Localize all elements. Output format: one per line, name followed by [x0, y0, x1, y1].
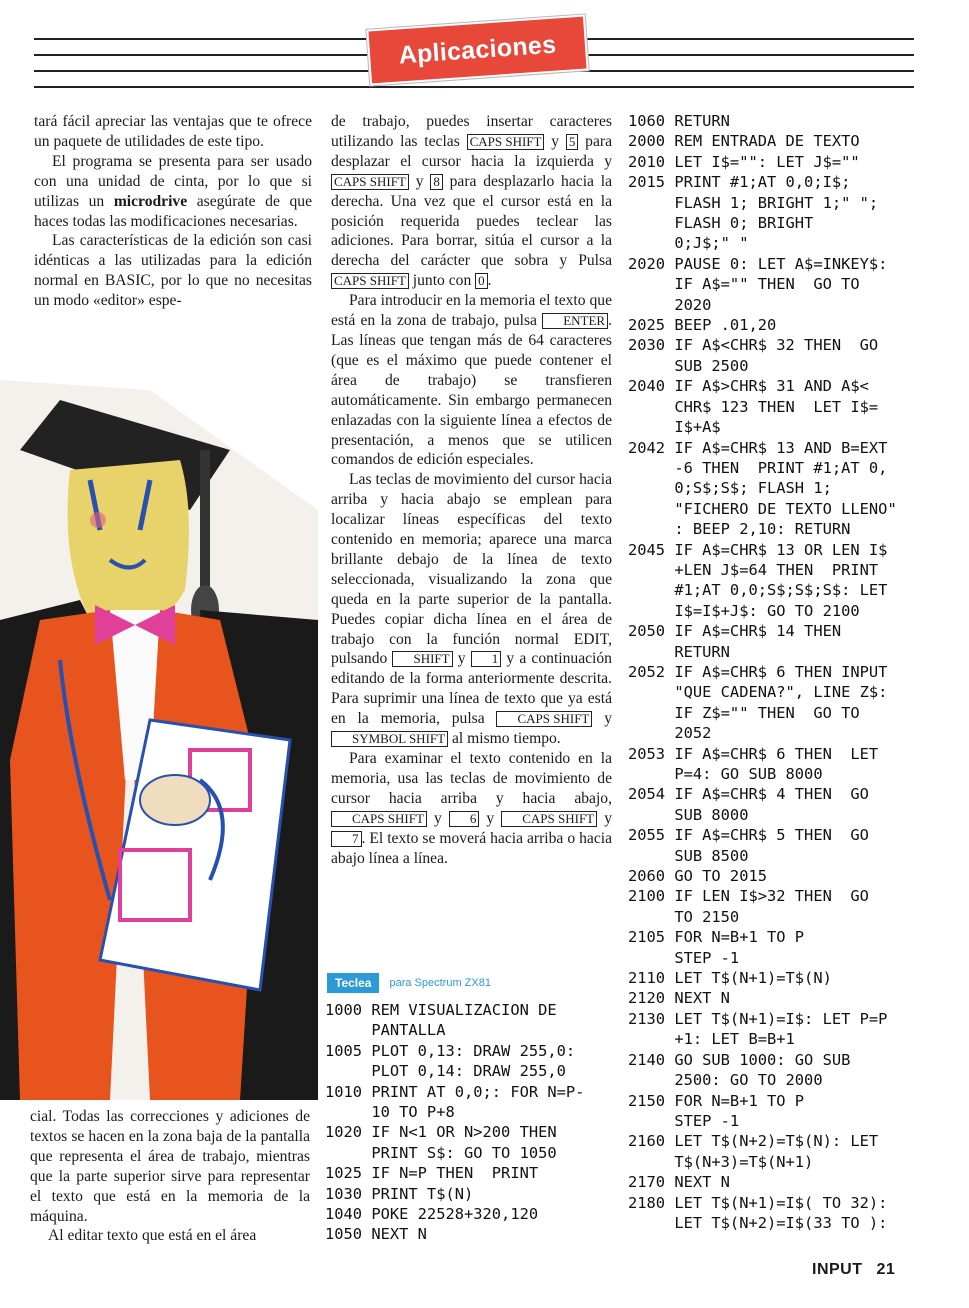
- conj-y: y: [433, 809, 442, 827]
- col2-paragraph-3: [331, 470, 612, 749]
- key-enter: ENTER: [542, 313, 608, 329]
- col2-paragraph-4: [331, 749, 612, 868]
- col2-paragraph-2: [331, 291, 612, 470]
- key-caps-shift: CAPS SHIFT: [331, 174, 409, 190]
- code-listing-1: 1000 REM VISUALIZACION DE PANTALLA 1005 PLOT 0,13: DRAW 255,0: PLOT 0,14: DRAW 255,0 1010 PRINT AT 0,0;: FOR N=P- 10 TO P+8 1020 IF N<1 OR N>200 THEN PRINT S$: GO TO 1050 1025 IF N=P THEN PRINT 1030 PRINT T$(N) 1040 POKE 22528+320,120 1050 NEXT N: [325, 1001, 585, 1244]
- col2-p1-text-b: para desplazar el cursor hacia la izquierda y: [331, 132, 612, 170]
- key-caps-shift: CAPS SHIFT: [496, 711, 592, 727]
- col2-p1-text-e: .: [487, 272, 492, 290]
- conj-y: y: [551, 132, 560, 150]
- conj-y: y: [415, 172, 424, 190]
- col1-p2-bold: microdrive: [113, 192, 188, 210]
- col2-p1-text-c: para desplazarlo hacia la derecha. Una vez que el cursor está en la posición requerida puedes teclear las adiciones. Para borrar, sitúa el cursor a la derecha del carácter que sobra y Pulsa: [331, 172, 613, 270]
- platform-label: para Spectrum ZX81: [389, 977, 491, 989]
- col1-p2-text-c: asegúrate de que haces todas las modificaciones necesarias.: [34, 192, 312, 230]
- key-6: 6: [449, 811, 480, 827]
- col1-paragraph-1: tará fácil apreciar las ventajas que te ofrece un paquete de utilidades de este tipo.: [34, 113, 312, 150]
- column-2: [331, 112, 612, 868]
- key-symbol-shift: SYMBOL SHIFT: [331, 731, 448, 747]
- col1-paragraph-5: Al editar texto que está en el área: [48, 1227, 257, 1245]
- key-caps-shift: CAPS SHIFT: [331, 273, 409, 289]
- header-rule-4: [34, 86, 914, 88]
- conj-y: y: [604, 809, 612, 827]
- code-listing-2: 1060 RETURN 2000 REM ENTRADA DE TEXTO 2010 LET I$="": LET J$="" 2015 PRINT #1;AT 0,0;I$; FLASH 1; BRIGHT 1;" "; FLASH 0; BRIGHT 0;J$;" " 2020 PAUSE 0: LET A$=INKEY$: IF A$="" THEN GO TO 2020 2025 BEEP .01,20 2030 IF A$<CHR$ 32 THEN GO SUB 2500 2040 IF A$>CHR$ 31 AND A$< CHR$ 123 THEN LET I$= I$+A$ 2042 IF A$=CHR$ 13 AND B=EXT -6 THEN PRINT #1;AT 0, 0;S$;S$; FLASH 1; "FICHERO DE TEXTO LLENO" : BEEP 2,10: RETURN 2045 IF A$=CHR$ 13 OR LEN I$ +LEN J$=64 THEN PRINT #1;AT 0,0;S$;S$;S$: LET I$=I$+J$: GO TO 2100 2050 IF A$=CHR$ 14 THEN RETURN 2052 IF A$=CHR$ 6 THEN INPUT "QUE CADENA?", LINE Z$: IF Z$="" THEN GO TO 2052 2053 IF A$=CHR$ 6 THEN LET P=4: GO SUB 8000 2054 IF A$=CHR$ 4 THEN GO SUB 8000 2055 IF A$=CHR$ 5 THEN GO SUB 8500 2060 GO TO 2015 2100 IF LEN I$>32 THEN GO TO 2150 2105 FOR N=B+1 TO P STEP -1 2110 LET T$(N+1)=T$(N) 2120 NEXT N 2130 LET T$(N+1)=I$: LET P=P +1: LET B=B+1 2140 GO SUB 1000: GO SUB 2500: GO TO 2000 2150 FOR N=B+1 TO P STEP -1 2160 LET T$(N+2)=T$(N): LET T$(N+3)=T$(N+1) 2170 NEXT N 2180 LET T$(N+1)=I$( TO 32): LET T$(N+2)=I$(33 TO ):: [628, 112, 897, 1232]
- teclea-badge: Teclea: [327, 973, 379, 993]
- magazine-name: INPUT: [812, 1261, 863, 1278]
- col1-paragraph-3: Las características de la edición son casi idénticas a las utilizadas para la edición normal en BASIC, por lo que no necesitas un modo «editor» espe-: [34, 232, 312, 310]
- key-5: 5: [566, 134, 579, 150]
- key-7: 7: [331, 831, 362, 847]
- section-title: Aplicaciones: [397, 30, 558, 69]
- key-8: 8: [430, 174, 443, 190]
- key-1: 1: [471, 651, 502, 667]
- col1-paragraph-4: cial. Todas las correcciones y adiciones de textos se hacen en la zona baja de la pantalla que representa el área de trabajo, mientras que la parte superior sirve para representar el texto que está en la memoria de la máquina.: [30, 1108, 310, 1225]
- conj-y: y: [604, 710, 612, 728]
- key-caps-shift: CAPS SHIFT: [467, 134, 545, 150]
- column-1-bottom: [30, 1107, 310, 1246]
- key-shift: SHIFT: [392, 651, 452, 667]
- page-footer: [812, 1261, 895, 1279]
- col2-p3-text-b: y a continuación editando de la forma anteriormente descrita. Para suprimir una línea de texto que ya está en la memoria, pulsa: [331, 650, 612, 728]
- col2-p3-text-c: al mismo tiempo.: [448, 730, 561, 748]
- section-banner: [366, 14, 588, 85]
- col2-paragraph-1: [331, 112, 612, 291]
- page-number: 21: [876, 1261, 896, 1278]
- col1-p2-text-a: El programa se presenta para ser usado con una unidad de cinta, por lo que si utilizas un: [34, 152, 312, 210]
- key-0: 0: [475, 273, 488, 289]
- col2-p2-text-a: Para introducir en la memoria el texto que está en la zona de trabajo, pulsa: [331, 292, 612, 330]
- col2-p1-text-a: de trabajo, puedes insertar caracteres utilizando las teclas: [331, 113, 612, 150]
- key-caps-shift: CAPS SHIFT: [331, 811, 427, 827]
- graduate-illustration: [0, 360, 318, 1100]
- col2-p1-text-d: junto con: [408, 272, 476, 290]
- col2-p2-text-b: . Las líneas que tengan más de 64 caracteres (que es el máximo que puede contener el área de trabajo) se transfieren automáticamente. Sin embargo permanecen enlazadas con la siguiente línea a efectos de presentación, a menos que se utilicen comandos de edición especiales.: [331, 312, 612, 469]
- conj-y: y: [486, 809, 495, 827]
- conj-y: y: [457, 650, 466, 668]
- col2-p4-text-a: Para examinar el texto contenido en la memoria, usa las teclas de movimiento de cursor hacia arriba y hacia abajo,: [331, 750, 612, 807]
- col1-paragraph-2: [34, 152, 312, 232]
- column-1-top: [34, 112, 312, 311]
- listing-tag: [327, 973, 491, 993]
- col2-p4-text-b: . El texto se moverá hacia arriba o hacia abajo línea a línea.: [331, 829, 612, 867]
- col2-p3-text-a: Las teclas de movimiento del cursor hacia arriba y hacia abajo se emplean para localizar líneas específicas del texto contenido en memoria; aparece una marca brillante debajo de la línea de texto seleccionada, visualizando la zona que queda en la parte superior de la pantalla. Puedes copiar dicha línea en el área de trabajo con la función normal EDIT, pulsando: [331, 471, 612, 668]
- key-caps-shift: CAPS SHIFT: [501, 811, 597, 827]
